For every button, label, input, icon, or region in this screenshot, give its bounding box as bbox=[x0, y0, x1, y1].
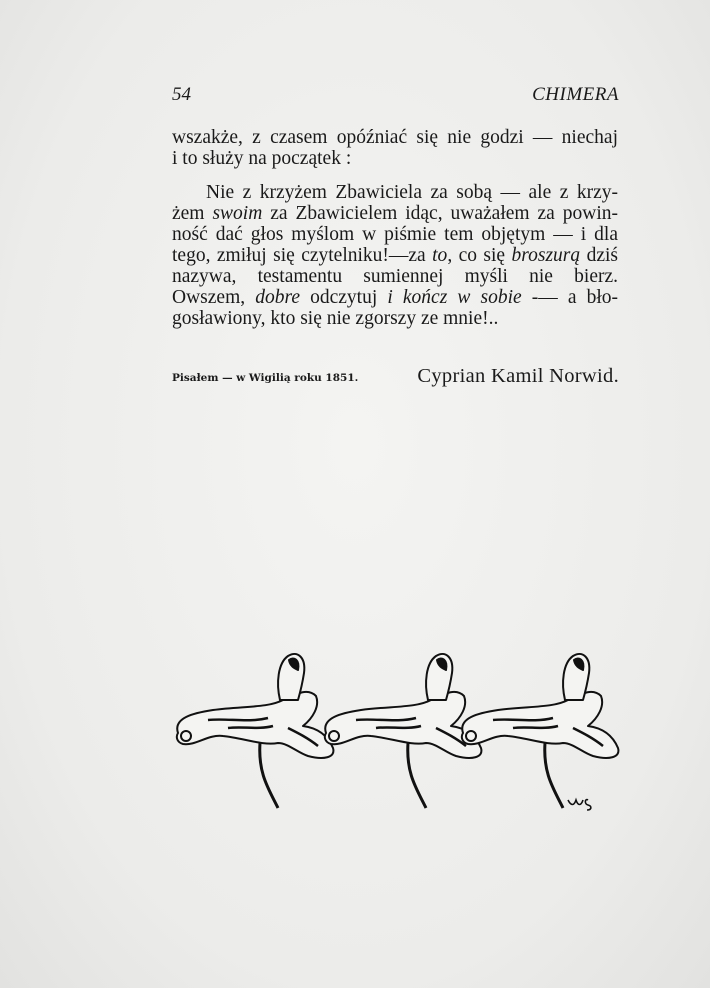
text-line: tego, zmiłuj się czytelniku!—za to, co się broszurą dziś bbox=[172, 245, 618, 266]
text-line: ność dać głos myślom w piśmie tem objętym — i dla bbox=[172, 224, 618, 245]
floral-ornament bbox=[168, 648, 628, 818]
emphasis: dobre bbox=[255, 287, 300, 308]
text-line: żem swoim za Zbawicielem idąc, uważałem za powin- bbox=[172, 203, 619, 224]
emphasis: i kończ w sobie bbox=[387, 287, 522, 308]
monogram bbox=[568, 800, 591, 810]
emphasis: broszurą bbox=[511, 245, 581, 266]
body-text bbox=[172, 127, 618, 329]
running-head: CHIMERA bbox=[532, 84, 619, 105]
page-number: 54 bbox=[172, 84, 191, 105]
text-line: Nie z krzyżem Zbawiciela za sobą — ale z krzy- bbox=[206, 182, 618, 203]
emphasis: swoim bbox=[212, 203, 263, 224]
emphasis: to bbox=[432, 245, 448, 266]
date-note: Pisałem — w Wigilią roku 1851. bbox=[172, 372, 359, 384]
text-line: i to służy na początek : bbox=[172, 148, 352, 169]
text-line: gosławiony, kto się nie zgorszy ze mnie!.. bbox=[172, 308, 499, 329]
text-line: nazywa, testamentu sumiennej myśli nie bierz. bbox=[172, 266, 618, 287]
text-line: wszakże, z czasem opóźniać się nie godzi — niechaj bbox=[172, 127, 618, 148]
text-line: Owszem, dobre odczytuj i kończ w sobie -— a bło- bbox=[172, 287, 619, 308]
author-signature: Cyprian Kamil Norwid. bbox=[417, 365, 619, 387]
